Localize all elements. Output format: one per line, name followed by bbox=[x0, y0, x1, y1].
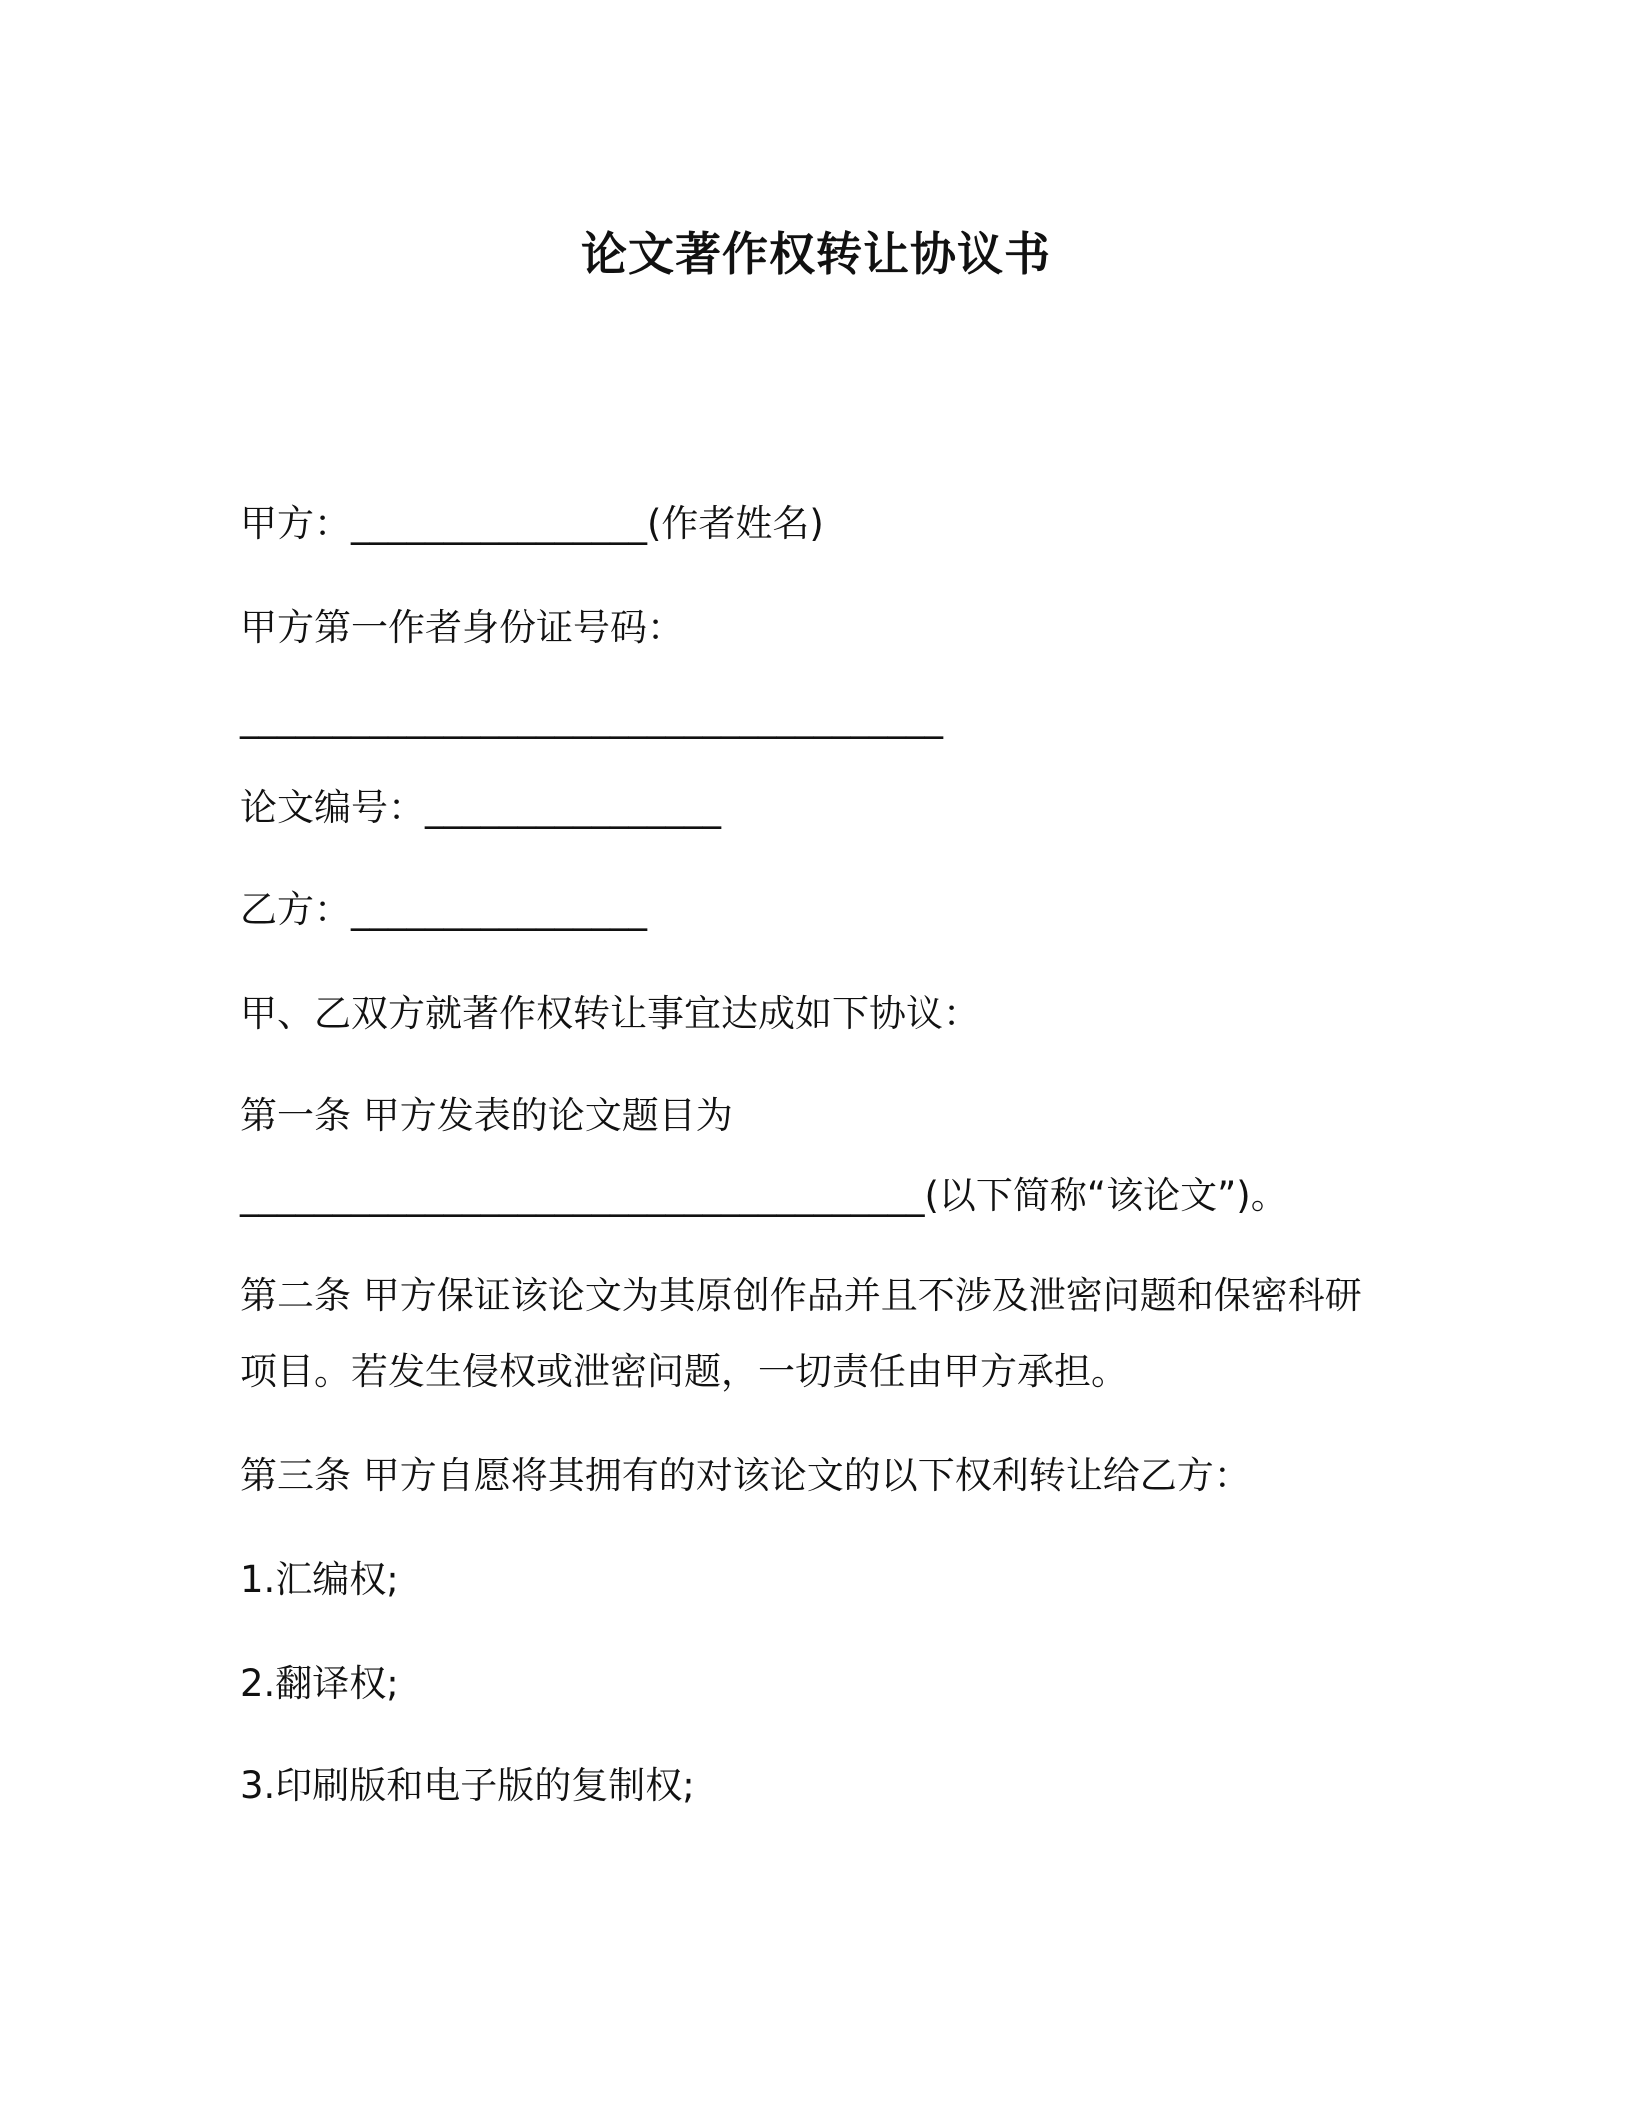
article-1-line-1: 第一条 甲方发表的论文题目为 bbox=[240, 1094, 733, 1137]
article-3-line: 第三条 甲方自愿将其拥有的对该论文的以下权利转让给乙方： bbox=[240, 1454, 1251, 1497]
article-2-line-2: 项目。若发生侵权或泄密问题，一切责任由甲方承担。 bbox=[240, 1350, 1128, 1393]
agreement-intro: 甲、乙双方就著作权转让事宜达成如下协议： bbox=[240, 992, 980, 1035]
list-item-2: 2.翻译权; bbox=[240, 1662, 399, 1705]
list-item-3: 3.印刷版和电子版的复制权; bbox=[240, 1764, 695, 1807]
document-title: 论文著作权转让协议书 bbox=[581, 227, 1051, 281]
article-1-line-2: _____________________________________(以下简称“该论文”)。 bbox=[240, 1174, 1288, 1217]
party-a-id-blank: ______________________________________ bbox=[240, 696, 943, 739]
party-b-line: 乙方：________________ bbox=[240, 888, 647, 931]
party-a-id-label: 甲方第一作者身份证号码： bbox=[240, 606, 684, 649]
article-2-line-1: 第二条 甲方保证该论文为其原创作品并且不涉及泄密问题和保密科研 bbox=[240, 1274, 1362, 1317]
list-item-1: 1.汇编权; bbox=[240, 1558, 399, 1601]
paper-number-line: 论文编号：________________ bbox=[240, 786, 721, 829]
party-a-line: 甲方：________________(作者姓名) bbox=[240, 502, 824, 545]
